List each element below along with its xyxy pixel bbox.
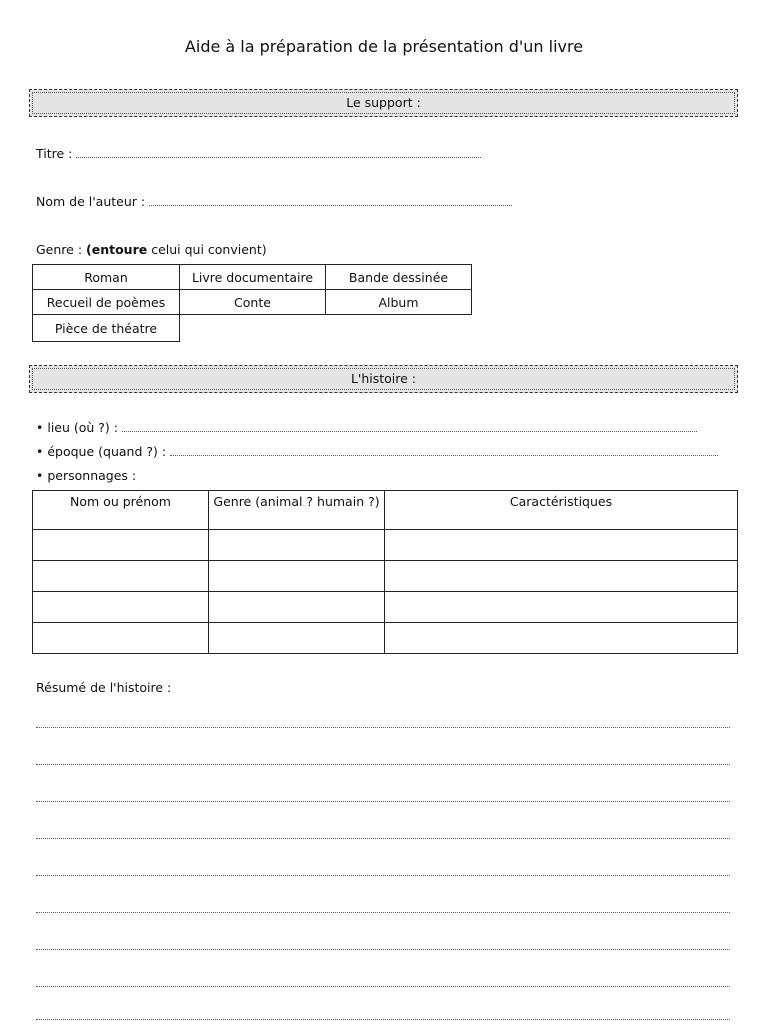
resume-dotted-line[interactable] <box>36 875 730 876</box>
table-header: Nom ou prénom <box>33 491 209 530</box>
personnages-table <box>32 490 738 654</box>
resume-dotted-line[interactable] <box>36 801 730 802</box>
genre-option[interactable]: Roman <box>33 265 180 290</box>
resume-dotted-line[interactable] <box>36 912 730 913</box>
lieu-field[interactable] <box>36 420 697 435</box>
auteur-dotted-line[interactable] <box>149 195 512 206</box>
table-cell[interactable] <box>209 592 385 623</box>
table-cell[interactable] <box>33 592 209 623</box>
section-header-support <box>29 89 738 117</box>
resume-dotted-line[interactable] <box>36 838 730 839</box>
table-cell[interactable] <box>385 592 738 623</box>
epoque-label: • époque (quand ?) : <box>36 444 167 459</box>
genre-label-prefix: Genre : <box>36 242 87 257</box>
table-cell[interactable] <box>385 623 738 654</box>
genre-option[interactable]: Bande dessinée <box>326 265 472 290</box>
page-title: Aide à la préparation de la présentation d'un livre <box>184 37 584 56</box>
table-cell[interactable] <box>33 530 209 561</box>
genre-option[interactable]: Album <box>326 290 472 315</box>
resume-dotted-line[interactable] <box>36 764 730 765</box>
auteur-field[interactable] <box>36 194 512 209</box>
lieu-dotted-line[interactable] <box>122 421 697 432</box>
resume-label: Résumé de l'histoire : <box>36 680 172 695</box>
table-row <box>33 530 738 561</box>
section-heading: L'histoire : <box>350 371 417 386</box>
genre-option[interactable]: Pièce de théatre <box>33 315 180 342</box>
table-cell[interactable] <box>33 623 209 654</box>
table-cell[interactable] <box>385 561 738 592</box>
genre-label-bold: (entoure <box>86 242 148 257</box>
genre-table <box>32 264 472 342</box>
empty-cell <box>180 315 326 342</box>
section-header-histoire <box>29 365 738 393</box>
titre-field[interactable] <box>36 146 481 161</box>
genre-option[interactable]: Livre documentaire <box>180 265 326 290</box>
table-row <box>33 561 738 592</box>
empty-cell <box>326 315 472 342</box>
table-row <box>33 592 738 623</box>
epoque-dotted-line[interactable] <box>170 445 718 456</box>
genre-label-suffix: celui qui convient) <box>147 242 267 257</box>
genre-option[interactable]: Recueil de poèmes <box>33 290 180 315</box>
resume-dotted-line[interactable] <box>36 727 730 728</box>
table-cell[interactable] <box>33 561 209 592</box>
table-header: Caractéristiques <box>385 491 738 530</box>
table-cell[interactable] <box>209 530 385 561</box>
genre-option[interactable]: Conte <box>180 290 326 315</box>
table-cell[interactable] <box>385 530 738 561</box>
table-header: Genre (animal ? humain ?) <box>209 491 385 530</box>
auteur-label: Nom de l'auteur : <box>36 194 146 209</box>
table-cell[interactable] <box>209 561 385 592</box>
genre-label <box>36 242 267 257</box>
epoque-field[interactable] <box>36 444 718 459</box>
lieu-label: • lieu (où ?) : <box>36 420 118 435</box>
titre-dotted-line[interactable] <box>76 147 481 158</box>
resume-dotted-line[interactable] <box>36 1019 730 1020</box>
table-cell[interactable] <box>209 623 385 654</box>
personnages-label: • personnages : <box>36 468 137 483</box>
resume-dotted-line[interactable] <box>36 949 730 950</box>
titre-label: Titre : <box>36 146 73 161</box>
section-heading: Le support : <box>346 95 421 110</box>
resume-dotted-line[interactable] <box>36 986 730 987</box>
table-row <box>33 623 738 654</box>
